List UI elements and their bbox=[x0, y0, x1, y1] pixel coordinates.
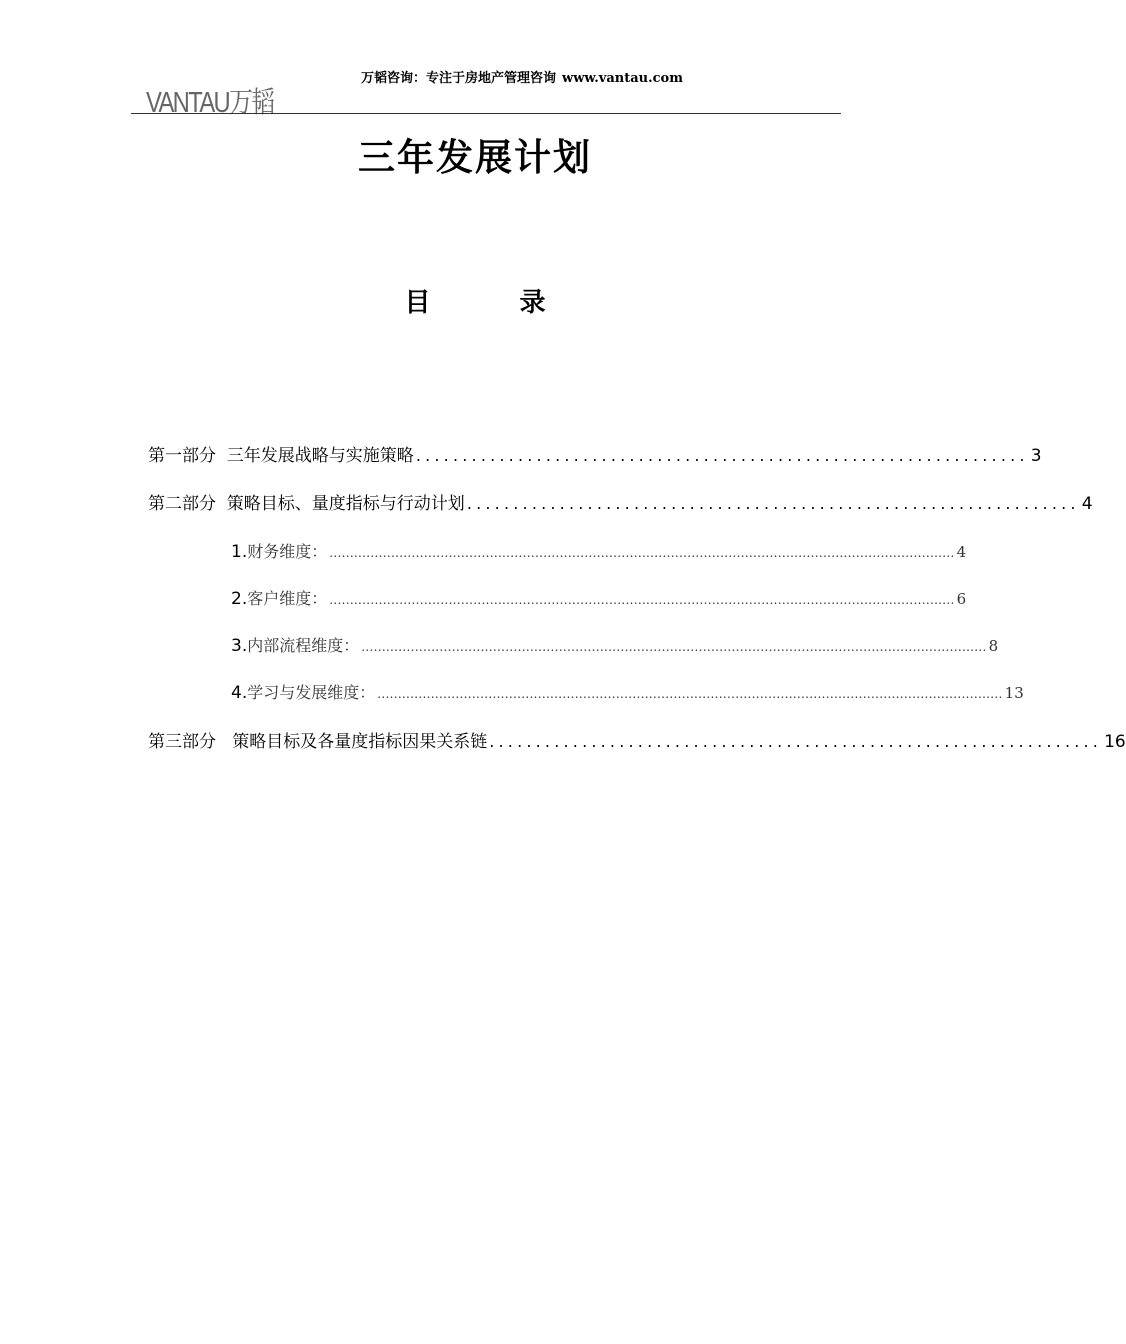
logo-text: VANTAU万韬 bbox=[146, 87, 274, 119]
toc-page-number: 13 bbox=[1004, 684, 1024, 702]
toc-entry-label: 财务维度： bbox=[247, 542, 328, 561]
toc-leader-dots: ........................................................................................................................................................ bbox=[329, 546, 955, 560]
toc-entry-label: 客户维度： bbox=[247, 589, 328, 608]
toc-entry-number: 3. bbox=[231, 636, 248, 656]
toc-page-number: 3 bbox=[1030, 446, 1042, 466]
toc-page-number: 8 bbox=[988, 637, 999, 655]
toc-heading: 目 录 bbox=[404, 288, 586, 318]
toc-entry-label: 学习与发展维度： bbox=[247, 683, 376, 702]
toc-entry-learning[interactable] bbox=[231, 680, 1024, 703]
toc-page-number: 4 bbox=[956, 543, 967, 561]
toc-entry-label: 第三部分 策略目标及各量度指标因果关系链 bbox=[148, 732, 488, 752]
toc-entry-finance[interactable] bbox=[231, 539, 967, 562]
toc-entry-customer[interactable] bbox=[231, 586, 967, 609]
toc-leader-dots: ........................................................................................................................................................ bbox=[361, 640, 987, 654]
toc-entry-label: 第一部分 三年发展战略与实施策略 bbox=[148, 446, 414, 466]
toc-leader-dots: .................................................................. bbox=[489, 732, 1103, 751]
toc-leader-dots: .................................................................. bbox=[466, 494, 1080, 513]
toc-entry-part2[interactable] bbox=[148, 489, 1093, 514]
toc-entry-process[interactable] bbox=[231, 633, 999, 656]
toc-entry-number: 4. bbox=[231, 683, 248, 703]
toc-page-number: 6 bbox=[956, 590, 967, 608]
toc-leader-dots: .................................................................. bbox=[415, 446, 1029, 465]
toc-page-number: 4 bbox=[1081, 494, 1093, 514]
header-tagline bbox=[361, 67, 683, 86]
toc-leader-dots: ........................................................................................................................................................ bbox=[329, 593, 955, 607]
document-title: 三年发展计划 bbox=[358, 136, 592, 179]
toc-entry-part3[interactable] bbox=[148, 727, 1126, 752]
toc-entry-number: 2. bbox=[231, 589, 248, 609]
toc-leader-dots: ........................................................................................................................................................ bbox=[377, 687, 1003, 701]
toc-entry-number: 1. bbox=[231, 542, 248, 562]
website-url[interactable]: www.vantau.com bbox=[562, 71, 683, 86]
header-divider bbox=[131, 113, 841, 114]
company-logo bbox=[146, 80, 273, 121]
toc-entry-label: 第二部分 策略目标、量度指标与行动计划 bbox=[148, 494, 465, 514]
tagline-text: 万韬咨询：专注于房地产管理咨询 bbox=[361, 71, 557, 86]
toc-entry-label: 内部流程维度： bbox=[247, 636, 360, 655]
toc-page-number: 16 bbox=[1104, 732, 1126, 752]
toc-entry-part1[interactable] bbox=[148, 441, 1042, 466]
